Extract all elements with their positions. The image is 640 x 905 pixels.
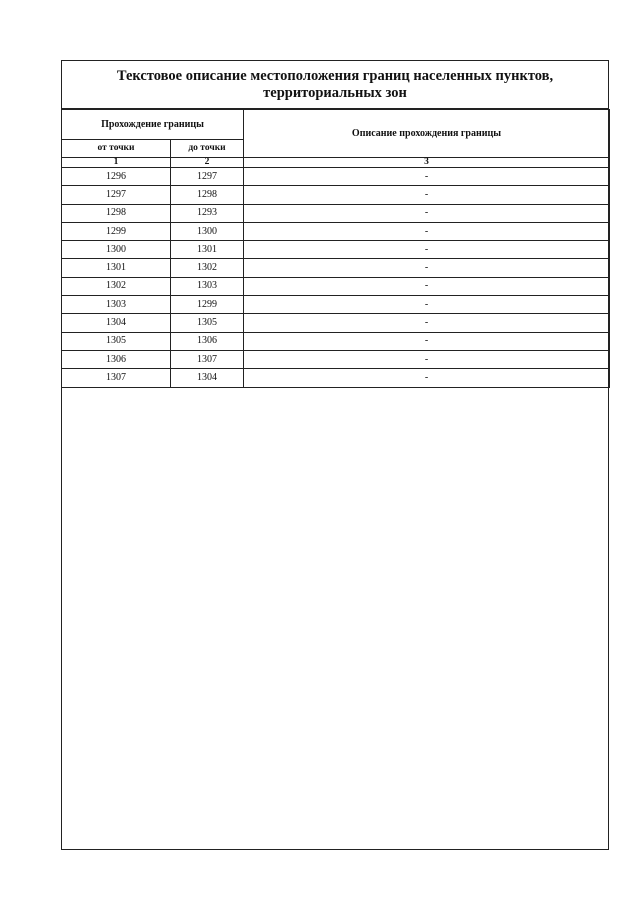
table-row [62, 222, 610, 240]
document-frame [61, 60, 609, 850]
from-point-cell: 1299 [62, 222, 171, 240]
table-row [62, 332, 610, 350]
to-point-cell: 1293 [171, 204, 244, 222]
description-cell: - [244, 277, 610, 295]
from-point-cell: 1307 [62, 369, 171, 387]
to-point-cell: 1307 [171, 350, 244, 368]
from-point-cell: 1301 [62, 259, 171, 277]
description-cell: - [244, 186, 610, 204]
to-point-cell: 1305 [171, 314, 244, 332]
description-cell: - [244, 204, 610, 222]
to-point-cell: 1304 [171, 369, 244, 387]
description-cell: - [244, 350, 610, 368]
to-point-header: до точки [171, 140, 244, 158]
from-point-cell: 1304 [62, 314, 171, 332]
description-cell: - [244, 314, 610, 332]
description-cell: - [244, 168, 610, 186]
from-point-cell: 1297 [62, 186, 171, 204]
column-number-1: 1 [62, 158, 171, 168]
table-row [62, 259, 610, 277]
column-number-2: 2 [171, 158, 244, 168]
description-cell: - [244, 259, 610, 277]
from-point-cell: 1303 [62, 296, 171, 314]
boundary-table [61, 109, 610, 388]
table-row [62, 296, 610, 314]
description-cell: - [244, 296, 610, 314]
from-point-cell: 1296 [62, 168, 171, 186]
from-point-header: от точки [62, 140, 171, 158]
description-cell: - [244, 241, 610, 259]
to-point-cell: 1300 [171, 222, 244, 240]
description-cell: - [244, 332, 610, 350]
to-point-cell: 1301 [171, 241, 244, 259]
table-row [62, 314, 610, 332]
description-cell: - [244, 369, 610, 387]
to-point-cell: 1303 [171, 277, 244, 295]
title-line-2: территориальных зон [263, 84, 407, 101]
from-point-cell: 1305 [62, 332, 171, 350]
document-title [62, 61, 608, 109]
to-point-cell: 1306 [171, 332, 244, 350]
table-row [62, 277, 610, 295]
to-point-cell: 1302 [171, 259, 244, 277]
column-number-3: 3 [244, 158, 610, 168]
title-line-1: Текстовое описание местоположения границ населенных пунктов, [116, 67, 554, 84]
group-header: Прохождение границы [62, 110, 244, 140]
table-row [62, 168, 610, 186]
description-cell: - [244, 222, 610, 240]
from-point-cell: 1306 [62, 350, 171, 368]
from-point-cell: 1300 [62, 241, 171, 259]
to-point-cell: 1299 [171, 296, 244, 314]
table-row [62, 204, 610, 222]
to-point-cell: 1298 [171, 186, 244, 204]
from-point-cell: 1302 [62, 277, 171, 295]
table-row [62, 369, 610, 387]
table-row [62, 350, 610, 368]
to-point-cell: 1297 [171, 168, 244, 186]
description-header: Описание прохождения границы [244, 110, 610, 158]
table-row [62, 186, 610, 204]
from-point-cell: 1298 [62, 204, 171, 222]
table-row [62, 241, 610, 259]
